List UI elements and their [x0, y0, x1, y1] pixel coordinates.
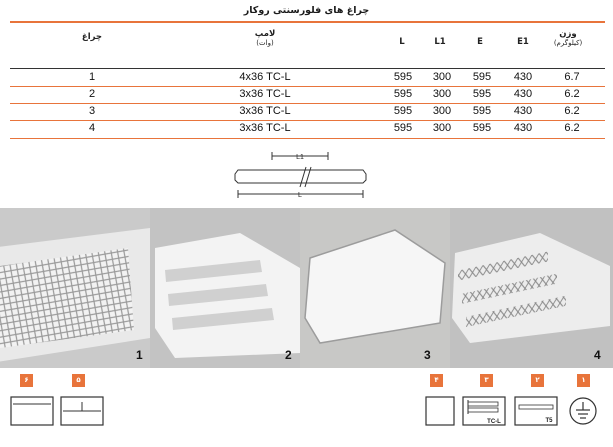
- header-lamp-unit: (وات): [256, 39, 274, 47]
- dimension-diagram: [228, 150, 373, 200]
- badge-2: ۲: [531, 374, 544, 387]
- ceiling-mount-icon: [60, 396, 105, 426]
- header-e: E: [477, 37, 483, 47]
- photo-label-3: 3: [424, 348, 431, 362]
- row-l: 595: [393, 71, 413, 83]
- photo-label-1: 1: [136, 348, 143, 362]
- row-weight: 6.7: [564, 71, 580, 83]
- badge-6: ۶: [20, 374, 33, 387]
- product-photos: [0, 208, 613, 368]
- header-weight-unit: (کیلوگرم): [553, 39, 583, 47]
- header-lamp: [210, 29, 320, 47]
- t5-label: T5: [545, 418, 553, 424]
- badge-3: ۳: [480, 374, 493, 387]
- row-lamp: 3x36 TC-L: [239, 122, 291, 134]
- row-fixture: 4: [88, 122, 96, 134]
- row-e: 595: [472, 71, 492, 83]
- row-e: 595: [472, 88, 492, 100]
- header-rule: [10, 68, 605, 69]
- header-l1: L1: [434, 37, 446, 47]
- header-l: L: [399, 37, 405, 47]
- row-l1: 300: [432, 122, 452, 134]
- row-lamp: 4x36 TC-L: [239, 71, 291, 83]
- product-photo-3: [300, 208, 450, 368]
- product-photo-2: [150, 208, 300, 368]
- row-e1: 430: [513, 122, 533, 134]
- row-l: 595: [393, 105, 413, 117]
- row-fixture: 3: [88, 105, 96, 117]
- diagram-l1-label: L1: [296, 154, 304, 161]
- row-l1: 300: [432, 71, 452, 83]
- table-bottom-rule: [10, 138, 605, 139]
- diagram-l-label: L: [298, 192, 302, 199]
- photo-label-4: 4: [594, 348, 601, 362]
- product-photo-1: [0, 208, 150, 368]
- row-l: 595: [393, 122, 413, 134]
- row-divider: [10, 86, 605, 87]
- row-weight: 6.2: [564, 105, 580, 117]
- row-lamp: 3x36 TC-L: [239, 88, 291, 100]
- t5-lamp-icon: [514, 396, 559, 426]
- row-l1: 300: [432, 88, 452, 100]
- header-e1: E1: [517, 37, 529, 47]
- tc-l-lamp-icon: [462, 396, 507, 426]
- row-e1: 430: [513, 88, 533, 100]
- row-e1: 430: [513, 105, 533, 117]
- header-lamp-label: لامپ: [254, 29, 276, 39]
- ground-icon: [568, 396, 598, 426]
- row-e: 595: [472, 122, 492, 134]
- photo-label-2: 2: [285, 348, 292, 362]
- product-photo-4: [450, 208, 613, 368]
- row-divider: [10, 103, 605, 104]
- row-lamp: 3x36 TC-L: [239, 105, 291, 117]
- surface-mount-icon: [10, 396, 55, 426]
- badge-4: ۴: [430, 374, 443, 387]
- badge-1: ۱: [577, 374, 590, 387]
- header-weight-label: وزن: [559, 29, 577, 39]
- row-e: 595: [472, 105, 492, 117]
- row-weight: 6.2: [564, 122, 580, 134]
- header-fixture: چراغ: [81, 32, 103, 42]
- header-weight: [538, 29, 598, 47]
- row-weight: 6.2: [564, 88, 580, 100]
- product-photo-strip: [0, 208, 613, 368]
- row-fixture: 2: [88, 88, 96, 100]
- row-fixture: 1: [88, 71, 96, 83]
- tc-l-label: TC-L: [487, 419, 501, 425]
- square-housing-icon: [425, 396, 455, 426]
- row-e1: 430: [513, 71, 533, 83]
- row-l1: 300: [432, 105, 452, 117]
- row-l: 595: [393, 88, 413, 100]
- row-divider: [10, 120, 605, 121]
- badge-5: ۵: [72, 374, 85, 387]
- page-title: چراغ های فلورسنتی روکار: [243, 5, 370, 16]
- title-underline: [10, 21, 605, 23]
